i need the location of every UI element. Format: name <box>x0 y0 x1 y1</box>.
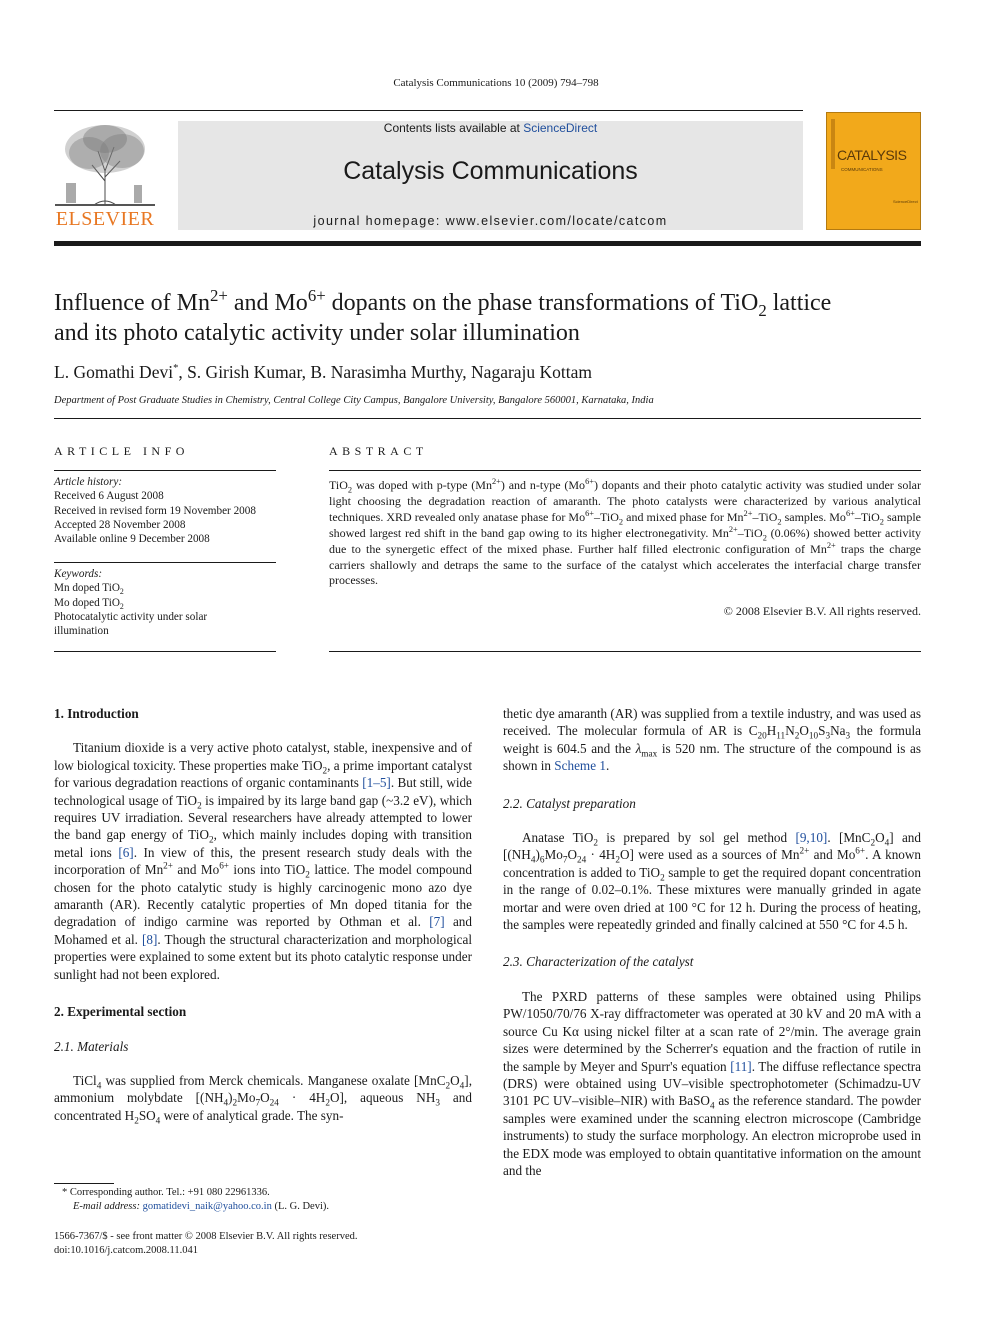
title-sup-2: 6+ <box>307 286 326 305</box>
keyword-sub: 2 <box>119 587 124 597</box>
author-list <box>54 362 924 383</box>
ref-6[interactable]: [6] <box>118 844 134 860</box>
title-line-2: and its photo catalytic activity under solar illumination <box>54 320 580 346</box>
cover-publisher: ScienceDirect <box>893 199 918 204</box>
keyword-item: Photocatalytic activity under solar <box>54 610 208 623</box>
title-sub-1: 2 <box>758 300 767 320</box>
intro-paragraph: Titanium dioxide is a very active photo catalyst, stable, inexpensive and of low biological toxicity. These properties make TiO$_2$, a prime important catalyst for various degradation reactions of organic contaminants [1–5]. But still, wide technological usage of TiO$_2$ is impaired by its large band gap (~3.2 eV), which requires UV irradiation. Several researchers have already attempted to lower the band gap energy of TiO$_2$, which mainly includes doping with transition metal ions [6]. In view of this, the present research study deals with the incorporation of $Mn^{2+}$ and $Mo^{6+}$ ions into TiO$_2$ lattice. The model compound chosen for the photo catalytic study is highly carcinogenic mono azo dye amaranth (AR). Recently catalytic properties of Mn doped titania for the degradation of indigo carmine was reported by Othman et al. [7] and Mohamed et al. [8]. Though the structural characterization and morphological properties were explained to some extent but its photo catalytic response under sunlight had not been explored. <box>54 740 473 982</box>
footnote-text: Corresponding author. Tel.: +91 080 22961336. <box>69 1187 270 1198</box>
article-info-rule-1 <box>54 470 276 471</box>
email-footnote <box>73 1201 329 1212</box>
right-column <box>503 705 921 1179</box>
keyword-item <box>54 596 276 610</box>
keywords-label: Keywords: <box>54 568 103 580</box>
affiliation-rule <box>54 418 921 419</box>
characterization-heading: 2.3. Characterization of the catalyst <box>503 954 694 970</box>
ref-9-10[interactable]: [9,10] <box>795 830 828 846</box>
author-1[interactable]: L. Gomathi Devi <box>54 362 174 382</box>
affiliation: Department of Post Graduate Studies in Chemistry, Central College City Campus, Bangalore University, Bangalore 560001, Karnataka, India <box>54 395 654 406</box>
keyword-text: Mn doped TiO <box>54 582 120 595</box>
article-history <box>54 475 276 546</box>
journal-cover-image <box>826 112 921 230</box>
journal-name: Catalysis Communications <box>343 157 638 185</box>
contents-line <box>178 121 803 135</box>
title-text-1: Influence of Mn <box>54 290 210 316</box>
article-info-heading: ARTICLE INFO <box>54 444 189 458</box>
materials-heading: 2.1. Materials <box>54 1038 129 1054</box>
characterization-paragraph: The PXRD patterns of these samples were obtained using Philips PW/1050/70/76 X-ray diffractometer was operated at 30 kV and 20 mA with a source Cu Kα using nickel filter at a scan rate of 2°/min. The average grain sizes were determined by the Scherrer's equation and the fraction of rutile in the sample by Meyer and Spurr's equation [11]. The diffuse reflectance spectra (DRS) were obtained using UV–visible spectrophotometer (Schimadzu-UV 3101 PC UV–visible–NIR) with BaSO$_4$ as the reference standard. The powder samples were examined under the scanning electron microscope (Cambridge instruments) to study the surface morphology. An electron microprobe used in the EDX mode was employed to obtain quantitative information on the amount and the <box>503 988 921 1178</box>
cover-title: CATALYSIS <box>837 147 907 163</box>
header-bottom-rule <box>54 241 921 246</box>
contents-prefix: Contents lists available at <box>383 121 524 135</box>
footnote-star: * <box>62 1187 70 1198</box>
abstract-heading: ABSTRACT <box>329 444 428 458</box>
catalyst-prep-paragraph: Anatase TiO$_2$ is prepared by sol gel method [9,10]. $[MnC_2O_4]$ and $[(NH_4)_6Mo_7O_{24} \cdot 4H_2O]$ were used as a sources of $Mn^{2+}$ and $Mo^{6+}$. A known concentration is added to TiO$_2$ sample to get the required dopant concentration in the range of 0.02–0.1%. These mixtures were manually grinded in agate mortar and were oven dried at 100 °C for 12 h. During the process of heating, the samples were repeatedly grinded and finally calcined at 550 °C for 4.5 h. <box>503 830 921 933</box>
title-text-3: dopants on the phase transformations of TiO <box>325 290 759 316</box>
history-accepted: Accepted 28 November 2008 <box>54 518 186 531</box>
footnote-rule <box>54 1183 114 1184</box>
email-suffix: (L. G. Devi). <box>271 1201 329 1212</box>
article-info-rule-3 <box>54 651 276 652</box>
scheme-1-link[interactable]: Scheme 1 <box>554 758 606 774</box>
history-revised: Received in revised form 19 November 2008 <box>54 504 256 517</box>
keyword-sub: 2 <box>119 601 124 611</box>
ref-7[interactable]: [7] <box>429 914 445 930</box>
title-text-4: lattice <box>766 290 832 316</box>
elsevier-tree-logo <box>54 121 156 207</box>
email-label: E-mail address: <box>73 1201 143 1212</box>
history-received: Received 6 August 2008 <box>54 490 164 503</box>
front-matter: 1566-7367/$ - see front matter © 2008 Elsevier B.V. All rights reserved. <box>54 1231 358 1242</box>
history-online: Available online 9 December 2008 <box>54 533 210 546</box>
elsevier-wordmark: ELSEVIER <box>55 208 155 230</box>
materials-paragraph: TiCl$_4$ was supplied from Merck chemicals. Manganese oxalate $[MnC_2O_4]$, ammonium molybdate $[(NH_4)_2Mo_7O_{24} \cdot 4H_2O]$, aqueous $NH_3$ and concentrated $H_2SO_4$ were of analytical grade. The syn- <box>54 1072 472 1126</box>
abstract-rule-1 <box>329 470 921 471</box>
article-title <box>54 288 934 348</box>
intro-heading: 1. Introduction <box>54 706 139 721</box>
ref-8[interactable]: [8] <box>142 931 158 947</box>
abstract-copyright: © 2008 Elsevier B.V. All rights reserved. <box>723 604 921 618</box>
ref-11[interactable]: [11] <box>730 1058 752 1074</box>
abstract-rule-2 <box>329 651 921 652</box>
title-text-2: and Mo <box>227 290 308 316</box>
cover-subtitle: COMMUNICATIONS <box>841 167 883 172</box>
sciencedirect-link[interactable]: ScienceDirect <box>523 121 598 135</box>
article-info-rule-2 <box>54 562 276 563</box>
email-link[interactable]: gomatidevi_naik@yahoo.co.in <box>142 1201 272 1212</box>
ref-1-5[interactable]: [1–5] <box>362 775 391 791</box>
experimental-heading: 2. Experimental section <box>54 1004 187 1020</box>
corresponding-mark[interactable]: * <box>173 363 179 375</box>
doi[interactable]: doi:10.1016/j.catcom.2008.11.041 <box>54 1245 198 1256</box>
left-column <box>54 705 472 1124</box>
materials-continued-paragraph: thetic dye amaranth (AR) was supplied from a textile industry, and was used as received. The molecular formula of AR is $C_{20}H_{11}N_2O_{10}S_3Na_3$ the formula weight is 604.5 and the $\lambda_{max}$ is 520 nm. The structure of the compound is as shown in Scheme 1. <box>503 706 921 774</box>
abstract-body: TiO$_2$ was doped with p-type $(Mn^{2+})$ and n-type $(Mo^{6+})$ dopants and their photo catalytic activity was studied under solar light choosing the degradation reaction of amaranth. The photo catalysts were characterized by various analytical techniques. XRD revealed only anatase phase for $Mo^{6+}-TiO_2$ and mixed phase for $Mn^{2+}-TiO_2$ samples. $Mo^{6+}-TiO_2$ sample showed largest red shift in the band gap owing to its higher electronegativity. $Mn^{2+}-TiO_2$ (0.06%) showed better activity due to the synergetic effect of the mixed phase. Further half filled electronic configuration of $Mn^{2+}$ traps the charge carriers shallowly and detraps the same to the surface of the catalyst which accelerates the interfacial charge transfer processes. <box>329 477 921 588</box>
journal-citation: Catalysis Communications 10 (2009) 794–798 <box>393 77 599 89</box>
keyword-item <box>54 581 276 595</box>
history-label: Article history: <box>54 476 123 488</box>
header-top-rule <box>54 110 803 111</box>
journal-homepage[interactable]: journal homepage: www.elsevier.com/locate/catcom <box>313 214 668 228</box>
keyword-item: illumination <box>54 625 109 638</box>
keyword-text: Mo doped TiO <box>54 596 120 609</box>
keywords <box>54 567 276 638</box>
corresponding-footnote <box>62 1187 270 1198</box>
title-sup-1: 2+ <box>209 286 228 305</box>
cover-stripe <box>831 119 835 169</box>
catalyst-prep-heading: 2.2. Catalyst preparation <box>503 795 636 811</box>
other-authors: , S. Girish Kumar, B. Narasimha Murthy, Nagaraju Kottam <box>178 362 593 382</box>
